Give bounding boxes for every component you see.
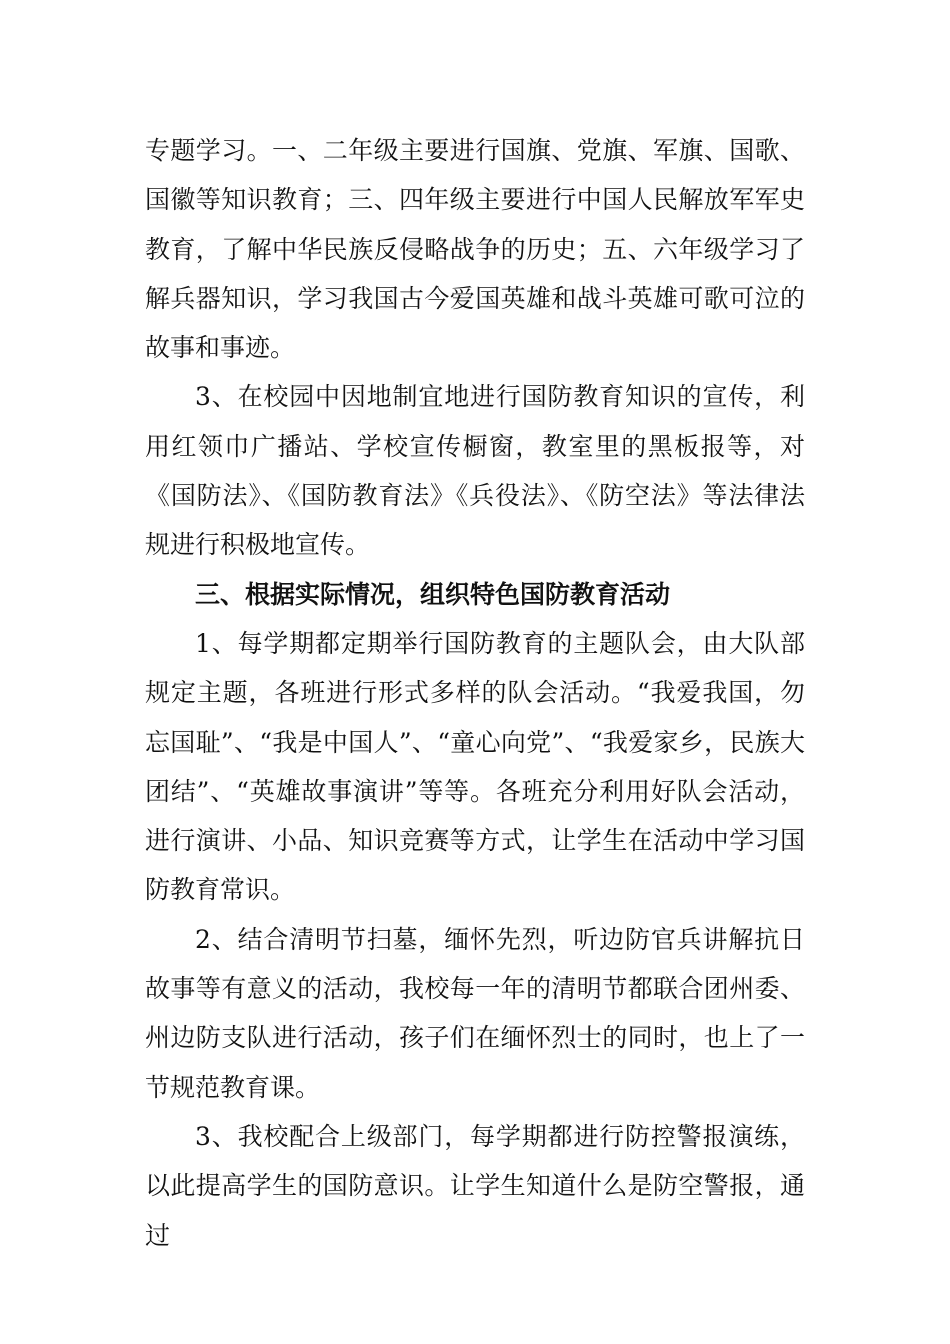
paragraph-qingming-activities: 2、结合清明节扫墓，缅怀先烈，听边防官兵讲解抗日故事等有意义的活动，我校每一年的清明节都联合团州委、州边防支队进行活动，孩子们在缅怀烈士的同时，也上了一节规范教育课。 [145, 924, 805, 1102]
paragraph-grade-topics: 专题学习。一、二年级主要进行国旗、党旗、军旗、国歌、国徽等知识教育；三、四年级主要进行中国人民解放军军史教育，了解中华民族反侵略战争的历史；五、六年级学习了解兵器知识，学习我国古今爱国英雄和战斗英雄可歌可泣的故事和事迹。 [145, 136, 805, 363]
document-body [145, 126, 805, 1260]
section-heading-special-activities: 三、根据实际情况，组织特色国防教育活动 [195, 579, 671, 609]
paragraph-campus-publicity: 3、在校园中因地制宜地进行国防教育知识的宣传，利用红领巾广播站、学校宣传橱窗，教室里的黑板报等，对《国防法》、《国防教育法》《兵役法》、《防空法》等法律法规进行积极地宣传。 [145, 382, 805, 560]
paragraph-air-defense-drill: 3、我校配合上级部门，每学期都进行防控警报演练，以此提高学生的国防意识。让学生知道什么是防空警报，通过 [145, 1121, 805, 1250]
paragraph-theme-meetings: 1、每学期都定期举行国防教育的主题队会，由大队部规定主题，各班进行形式多样的队会活动。“我爱我国，勿忘国耻”、“我是中国人”、“童心向党”、“我爱家乡，民族大团结”、“英雄故事演讲”等等。各班充分利用好队会活动，进行演讲、小品、知识竞赛等方式，让学生在活动中学习国防教育常识。 [145, 628, 805, 905]
